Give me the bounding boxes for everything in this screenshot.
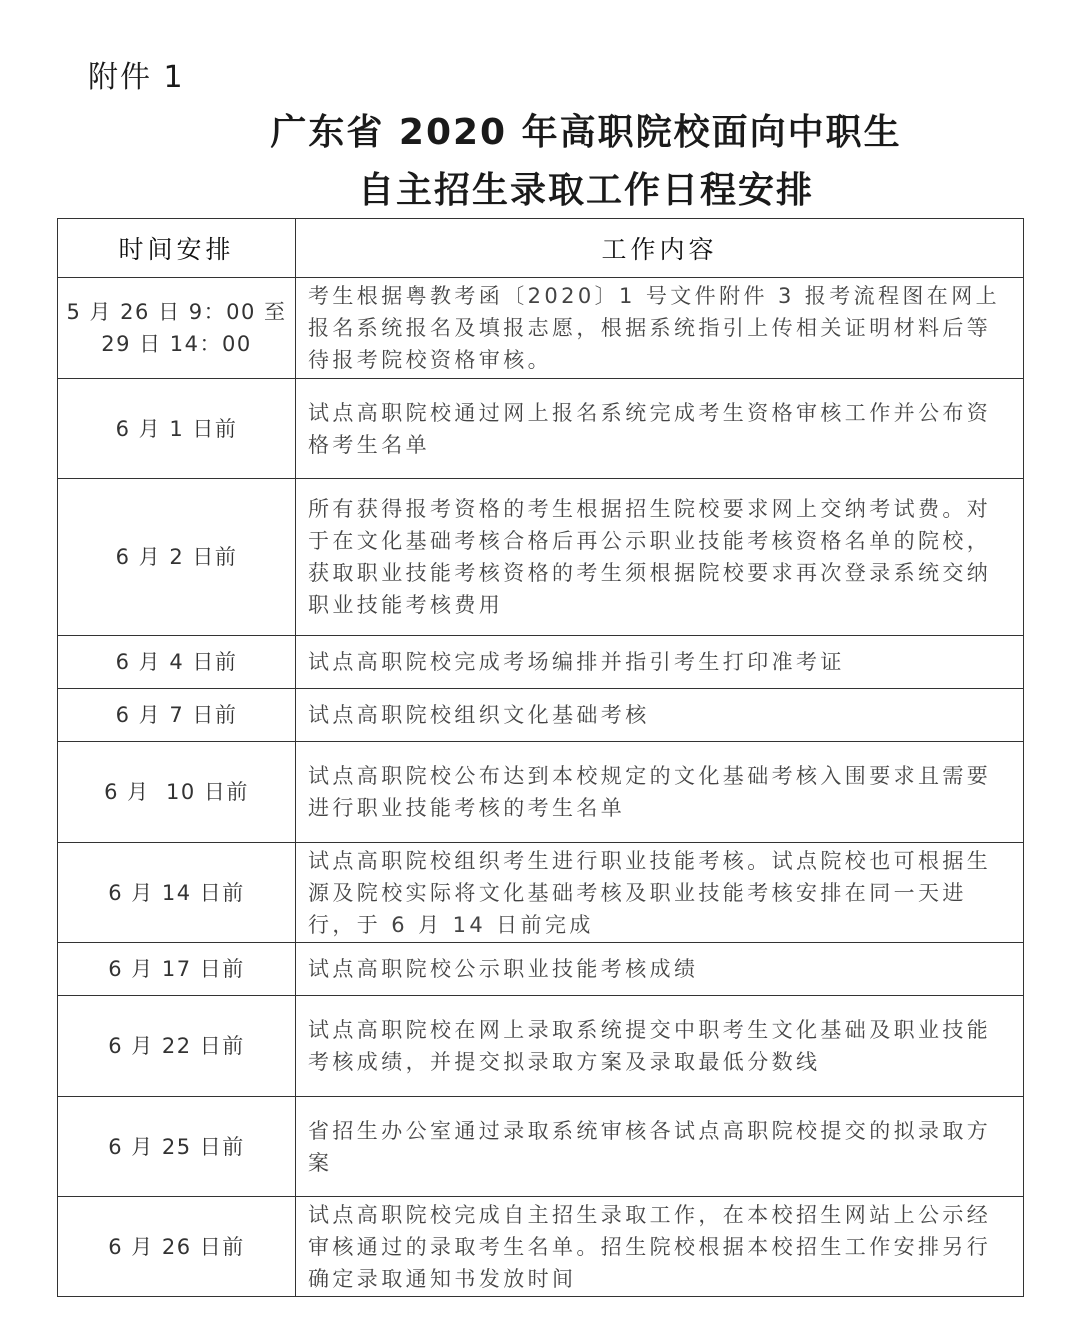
table-header-row — [58, 219, 1024, 278]
time-cell: 5 月 26 日 9：00 至 29 日 14：00 — [58, 278, 296, 379]
table-row — [58, 479, 1024, 636]
header-time: 时间安排 — [58, 219, 296, 278]
table-row — [58, 1097, 1024, 1197]
time-cell: 6 月 7 日前 — [58, 689, 296, 742]
time-cell: 6 月 14 日前 — [58, 843, 296, 943]
time-cell: 6 月 22 日前 — [58, 996, 296, 1097]
table-row — [58, 636, 1024, 689]
content-cell: 试点高职院校完成考场编排并指引考生打印准考证 — [296, 636, 1024, 689]
content-cell: 试点高职院校完成自主招生录取工作，在本校招生网站上公示经审核通过的录取考生名单。招生院校根据本校招生工作安排另行确定录取通知书发放时间 — [296, 1197, 1024, 1297]
content-cell: 试点高职院校在网上录取系统提交中职考生文化基础及职业技能考核成绩，并提交拟录取方案及录取最低分数线 — [296, 996, 1024, 1097]
table-row — [58, 943, 1024, 996]
content-cell: 所有获得报考资格的考生根据招生院校要求网上交纳考试费。对于在文化基础考核合格后再公示职业技能考核资格名单的院校，获取职业技能考核资格的考生须根据院校要求再次登录系统交纳职业技能考核费用 — [296, 479, 1024, 636]
time-cell: 6 月 26 日前 — [58, 1197, 296, 1297]
content-cell: 试点高职院校公示职业技能考核成绩 — [296, 943, 1024, 996]
content-cell: 试点高职院校公布达到本校规定的文化基础考核入围要求且需要进行职业技能考核的考生名单 — [296, 742, 1024, 843]
content-cell: 考生根据粤教考函〔2020〕1 号文件附件 3 报考流程图在网上报名系统报名及填报志愿，根据系统指引上传相关证明材料后等待报考院校资格审核。 — [296, 278, 1024, 379]
time-cell: 6 月 25 日前 — [58, 1097, 296, 1197]
attachment-label: 附件 1 — [88, 60, 185, 95]
content-cell: 省招生办公室通过录取系统审核各试点高职院校提交的拟录取方案 — [296, 1097, 1024, 1197]
time-cell: 6 月 1 日前 — [58, 379, 296, 479]
header-content: 工作内容 — [296, 219, 1024, 278]
content-cell: 试点高职院校组织文化基础考核 — [296, 689, 1024, 742]
table-row — [58, 996, 1024, 1097]
table-row — [58, 843, 1024, 943]
table-row — [58, 689, 1024, 742]
table-row — [58, 742, 1024, 843]
time-cell: 6 月 2 日前 — [58, 479, 296, 636]
document-title-line2: 自主招生录取工作日程安排 — [357, 170, 814, 211]
table-row — [58, 278, 1024, 379]
schedule-table — [57, 218, 1024, 1297]
time-cell: 6 月 10 日前 — [58, 742, 296, 843]
table-row — [58, 1197, 1024, 1297]
table-row — [58, 379, 1024, 479]
document-title-line1: 广东省 2020 年高职院校面向中职生 — [270, 112, 902, 153]
time-cell: 6 月 4 日前 — [58, 636, 296, 689]
time-cell: 6 月 17 日前 — [58, 943, 296, 996]
content-cell: 试点高职院校通过网上报名系统完成考生资格审核工作并公布资格考生名单 — [296, 379, 1024, 479]
content-cell: 试点高职院校组织考生进行职业技能考核。试点院校也可根据生源及院校实际将文化基础考核及职业技能考核安排在同一天进行，于 6 月 14 日前完成 — [296, 843, 1024, 943]
